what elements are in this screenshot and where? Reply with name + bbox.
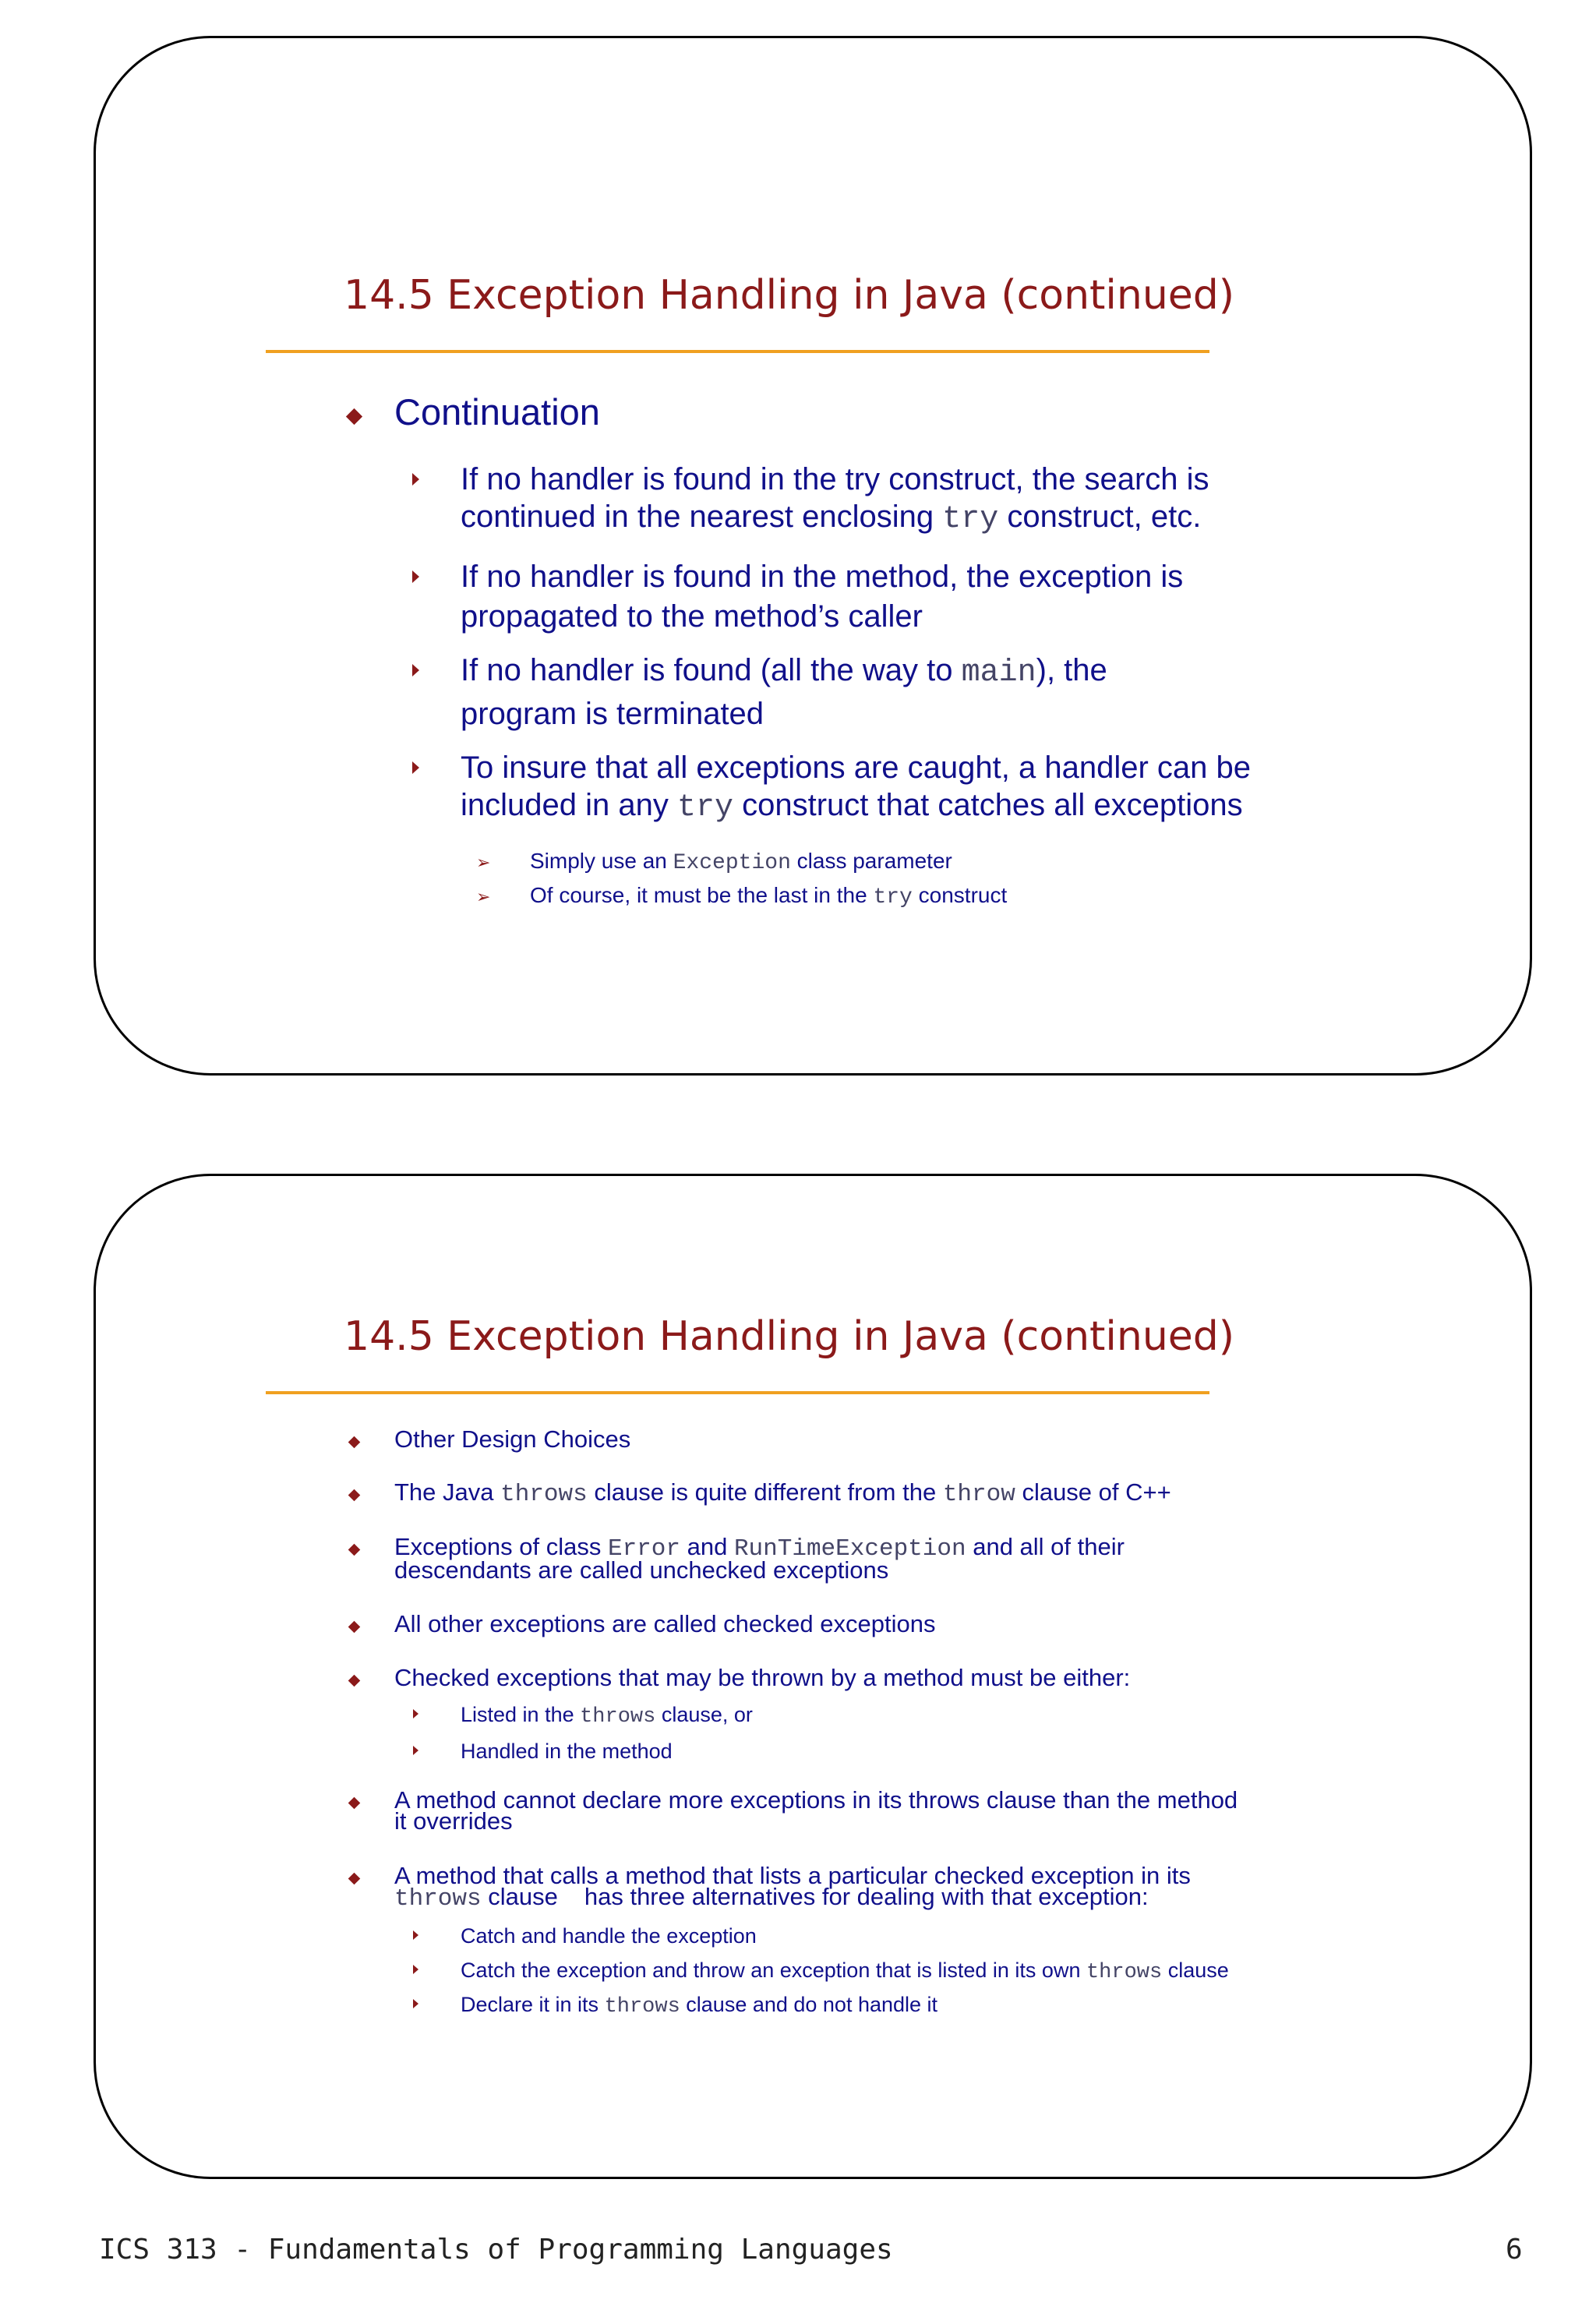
sub-bullet-3 <box>461 652 1107 733</box>
diamond-bullet-icon <box>348 1675 361 1687</box>
bullet-three-alternatives-line-2: throws clause has three alternatives for dealing with that exception: <box>394 1883 1149 1913</box>
footer-course-title: ICS 313 - Fundamentals of Programming Languages <box>99 2234 893 2266</box>
sub-bullet-2 <box>461 558 1183 635</box>
sub-bullet-1-line-1: If no handler is found in the try construct, the search is <box>461 462 1209 496</box>
title-divider <box>266 1391 1209 1394</box>
sub-bullet-4-line-2: included in any try construct that catches all exceptions <box>461 788 1243 825</box>
arrow-bullet-icon: ➢ <box>476 853 491 872</box>
sub-bullet-handled-in-method: Handled in the method <box>461 1740 673 1763</box>
bullet-must-be-either: Checked exceptions that may be thrown by a method must be either: <box>394 1664 1131 1691</box>
bullet-three-alternatives-line-1: A method that calls a method that lists a particular checked exception in its <box>394 1862 1191 1889</box>
sub-bullet-4 <box>461 749 1251 827</box>
sub-bullet-declare-in-throws: Declare it in its throws clause and do not handle it <box>461 1993 938 2019</box>
triangle-bullet-icon <box>413 1999 418 2008</box>
sub-bullet-3-line-2: program is terminated <box>461 697 764 731</box>
arrow-bullet-icon: ➢ <box>476 887 491 906</box>
triangle-bullet-icon <box>413 1965 418 1974</box>
bullet-cannot-declare-line-2: it overrides <box>394 1807 513 1835</box>
bullet-unchecked-exceptions <box>394 1533 1125 1584</box>
slide-1 <box>94 36 1532 1076</box>
sub-sub-bullet-2: Of course, it must be the last in the try construct <box>530 883 1008 910</box>
diamond-bullet-icon <box>348 1797 361 1810</box>
sub-bullet-1 <box>461 461 1209 539</box>
triangle-bullet-icon <box>412 664 419 676</box>
bullet-three-alternatives <box>394 1862 1191 1913</box>
title-divider <box>266 350 1209 353</box>
slide-1-title: 14.5 Exception Handling in Java (continued) <box>344 272 1235 319</box>
bullet-cannot-declare-line-1: A method cannot declare more exceptions in its throws clause than the method <box>394 1786 1238 1814</box>
triangle-bullet-icon <box>412 473 419 486</box>
sub-bullet-catch-and-throw: Catch the exception and throw an exception that is listed in its own throws clause <box>461 1959 1229 1984</box>
triangle-bullet-icon <box>412 570 419 583</box>
diamond-bullet-icon <box>348 1873 361 1885</box>
bullet-cannot-declare-more <box>394 1786 1238 1835</box>
diamond-bullet-icon <box>348 1544 361 1556</box>
triangle-bullet-icon <box>413 1930 418 1940</box>
triangle-bullet-icon <box>413 1746 418 1755</box>
sub-bullet-2-line-1: If no handler is found in the method, the exception is <box>461 560 1184 594</box>
sub-bullet-listed-in-throws: Listed in the throws clause, or <box>461 1703 753 1729</box>
sub-bullet-3-line-1: If no handler is found (all the way to main), the <box>461 653 1107 691</box>
slide-2 <box>94 1174 1532 2179</box>
sub-bullet-4-line-1: To insure that all exceptions are caught, a handler can be <box>461 751 1251 785</box>
diamond-bullet-icon <box>348 1621 361 1634</box>
bullet-checked-exceptions: All other exceptions are called checked exceptions <box>394 1610 936 1637</box>
sub-bullet-catch-and-handle: Catch and handle the exception <box>461 1924 757 1948</box>
bullet-throws-clause: The Java throws clause is quite different from the throw clause of C++ <box>394 1478 1171 1508</box>
sub-bullet-1-line-2: continued in the nearest enclosing try construct, etc. <box>461 500 1202 537</box>
sub-bullet-2-line-2: propagated to the method’s caller <box>461 599 923 634</box>
bullet-unchecked-line-2: descendants are called unchecked exceptions <box>394 1556 889 1584</box>
slide-2-title: 14.5 Exception Handling in Java (continued) <box>344 1313 1235 1360</box>
triangle-bullet-icon <box>413 1709 418 1718</box>
diamond-bullet-icon <box>348 1489 361 1502</box>
sub-sub-bullet-1: Simply use an Exception class parameter <box>530 849 952 875</box>
diamond-bullet-icon <box>348 1436 361 1449</box>
bullet-continuation: Continuation <box>394 391 600 433</box>
bullet-unchecked-line-1: Exceptions of class Error and RunTimeException and all of their <box>394 1533 1125 1563</box>
diamond-bullet-icon <box>346 408 362 425</box>
footer-page-number: 6 <box>1506 2234 1523 2266</box>
bullet-other-design-choices: Other Design Choices <box>394 1425 631 1453</box>
triangle-bullet-icon <box>412 761 419 774</box>
